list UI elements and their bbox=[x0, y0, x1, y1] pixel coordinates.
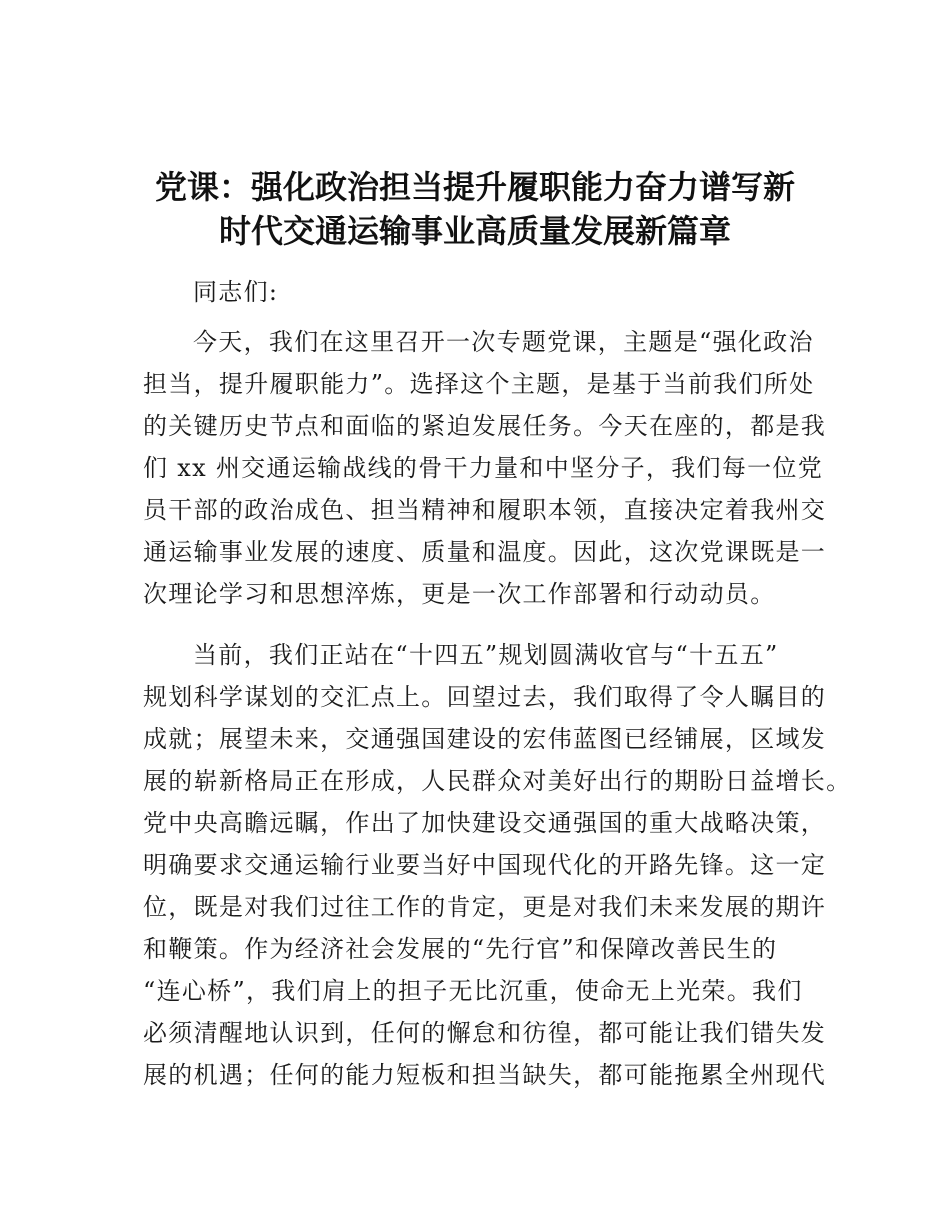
paragraph-2-line: 明确要求交通运输行业要当好中国现代化的开路先锋。这一定 bbox=[143, 851, 827, 879]
document-title-line-1: 党课：强化政治担当提升履职能力奋力谱写新 bbox=[154, 168, 795, 206]
paragraph-1-line: 次理论学习和思想淬炼，更是一次工作部署和行动动员。 bbox=[143, 580, 776, 608]
paragraph-2-line: 必须清醒地认识到，任何的懈怠和彷徨，都可能让我们错失发 bbox=[143, 1019, 827, 1047]
salutation: 同志们: bbox=[193, 278, 279, 306]
paragraph-2-line: 党中央高瞻远瞩，作出了加快建设交通强国的重大战略决策， bbox=[143, 809, 827, 837]
paragraph-1-line: 通运输事业发展的速度、质量和温度。因此，这次党课既是一 bbox=[143, 538, 827, 566]
paragraph-2-line: 当前，我们正站在“十四五”规划圆满收官与“十五五” bbox=[193, 641, 779, 669]
paragraph-1-line: 担当，提升履职能力”。选择这个主题，是基于当前我们所处 bbox=[143, 370, 815, 398]
paragraph-1-line: 员干部的政治成色、担当精神和履职本领，直接决定着我州交 bbox=[143, 496, 827, 524]
paragraph-1-line: 今天，我们在这里召开一次专题党课，主题是“强化政治 bbox=[193, 328, 814, 356]
paragraph-2-line: 和鞭策。作为经济社会发展的“先行官”和保障改善民生的 bbox=[143, 935, 778, 963]
paragraph-2-line: 展的机遇；任何的能力短板和担当缺失，都可能拖累全州现代 bbox=[143, 1061, 827, 1089]
paragraph-2-line: 成就；展望未来，交通强国建设的宏伟蓝图已经铺展，区域发 bbox=[143, 725, 827, 753]
paragraph-1-line: 的关键历史节点和面临的紧迫发展任务。今天在座的，都是我 bbox=[143, 412, 827, 440]
document-title-line-2: 时代交通运输事业高质量发展新篇章 bbox=[218, 212, 731, 250]
paragraph-1-line: 们 xx 州交通运输战线的骨干力量和中坚分子，我们每一位党 bbox=[143, 454, 824, 482]
paragraph-2-line: 规划科学谋划的交汇点上。回望过去，我们取得了令人瞩目的 bbox=[143, 683, 827, 711]
paragraph-2-line: 展的崭新格局正在形成，人民群众对美好出行的期盼日益增长。 bbox=[143, 767, 852, 795]
paragraph-2-line: 位，既是对我们过往工作的肯定，更是对我们未来发展的期许 bbox=[143, 893, 827, 921]
paragraph-2-line: “连心桥”，我们肩上的担子无比沉重，使命无上光荣。我们 bbox=[143, 977, 803, 1005]
